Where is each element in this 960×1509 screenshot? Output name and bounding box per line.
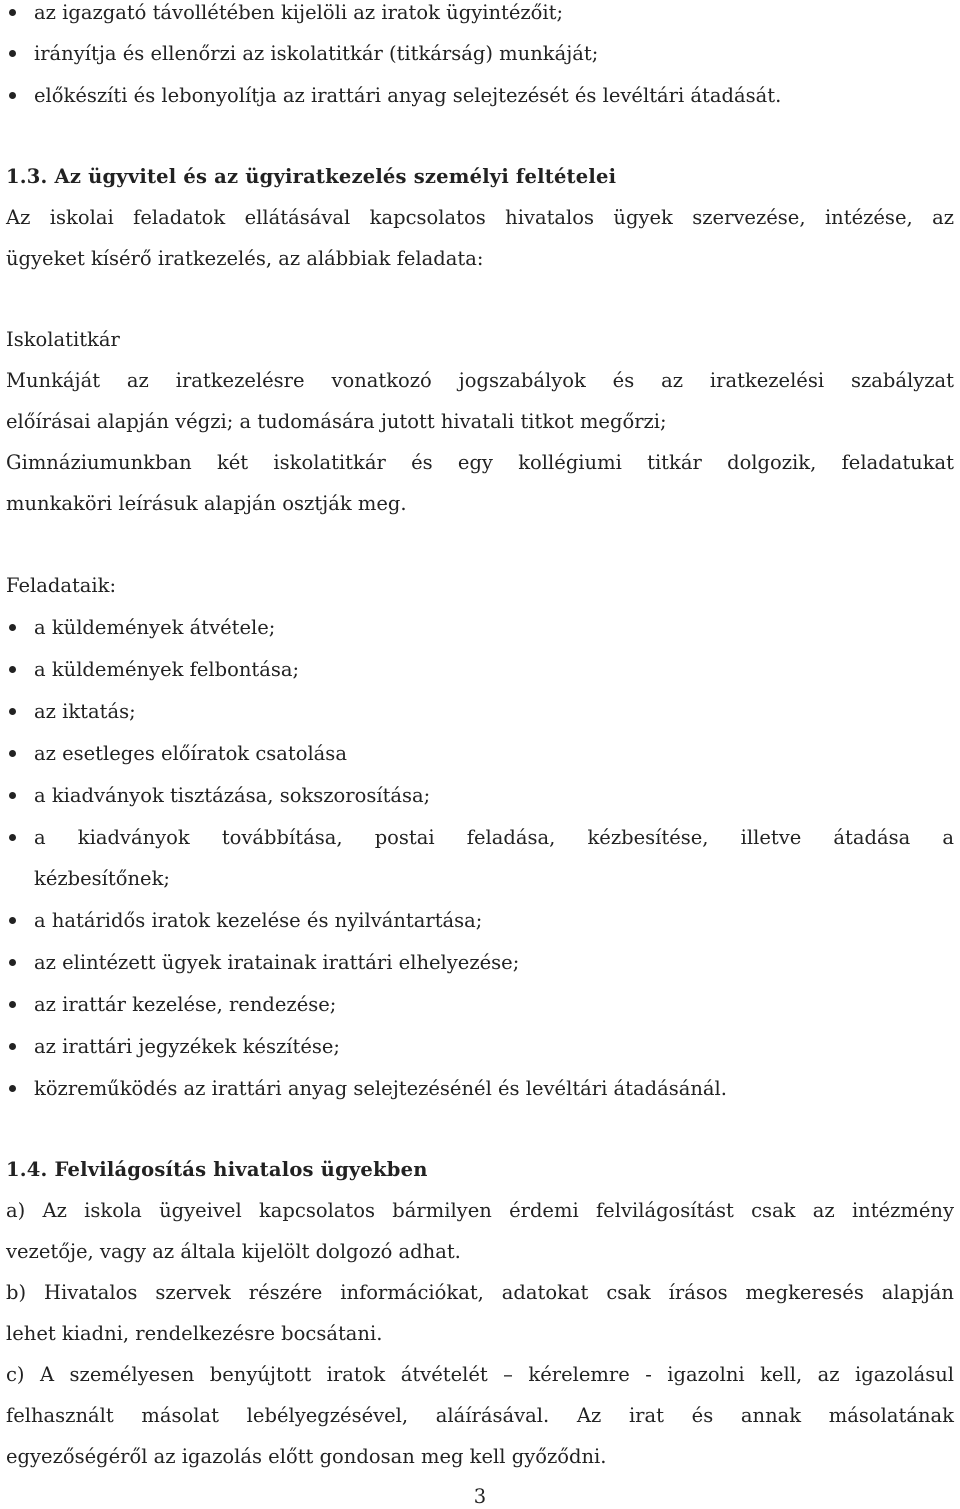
bullet-icon [9,959,16,966]
paragraph-line: lehet kiadni, rendelkezésre bocsátani. [6,1322,383,1345]
role-title: Iskolatitkár [6,328,120,351]
paragraph-line: egyezőségéről az igazolás előtt gondosan meg kell győződni. [6,1445,607,1468]
paragraph-line: Munkáját az iratkezelésre vonatkozó jogszabályok és az iratkezelési szabályzat [6,369,954,392]
paragraph-line: munkaköri leírásuk alapján osztják meg. [6,492,407,515]
bullet-icon [9,792,16,799]
list-item-continuation: kézbesítőnek; [34,867,170,890]
list-item: a határidős iratok kezelése és nyilvántartása; [34,909,483,932]
bullet-icon [9,92,16,99]
paragraph-line: ügyeket kísérő iratkezelés, az alábbiak feladata: [6,247,484,270]
list-item: a küldemények átvétele; [34,616,276,639]
bullet-icon [9,50,16,57]
bullet-icon [9,624,16,631]
paragraph-line: Az iskolai feladatok ellátásával kapcsolatos hivatalos ügyek szervezése, intézése, az [6,206,954,229]
bullet-icon [9,750,16,757]
paragraph-line: Gimnáziumunkban két iskolatitkár és egy kollégiumi titkár dolgozik, feladatukat [6,451,954,474]
bullet-icon [9,1001,16,1008]
bullet-icon [9,1043,16,1050]
paragraph-line: c) A személyesen benyújtott iratok átvételét – kérelemre - igazolni kell, az igazolásul [6,1363,954,1386]
section-heading: 1.4. Felvilágosítás hivatalos ügyekben [6,1158,428,1181]
list-item: az elintézett ügyek iratainak irattári elhelyezése; [34,951,520,974]
bullet-icon [9,666,16,673]
list-item: irányítja és ellenőrzi az iskolatitkár (titkárság) munkáját; [34,42,599,65]
paragraph-line: felhasznált másolat lebélyegzésével, aláírásával. Az irat és annak másolatának [6,1404,954,1427]
paragraph-line: b) Hivatalos szervek részére információkat, adatokat csak írásos megkeresés alapján [6,1281,954,1304]
list-item: az esetleges előíratok csatolása [34,742,347,765]
list-item: az irattár kezelése, rendezése; [34,993,337,1016]
paragraph-line: vezetője, vagy az általa kijelölt dolgozó adhat. [6,1240,461,1263]
list-item: előkészíti és lebonyolítja az irattári anyag selejtezését és levéltári átadását. [34,84,782,107]
bullet-icon [9,9,16,16]
list-item: a kiadványok továbbítása, postai feladása, kézbesítése, illetve átadása a [34,826,954,849]
bullet-icon [9,1085,16,1092]
paragraph-line: a) Az iskola ügyeivel kapcsolatos bármilyen érdemi felvilágosítást csak az intézmény [6,1199,954,1222]
list-item: az irattári jegyzékek készítése; [34,1035,340,1058]
list-item: az iktatás; [34,700,136,723]
section-heading: 1.3. Az ügyvitel és az ügyiratkezelés személyi feltételei [6,165,617,188]
bullet-icon [9,917,16,924]
paragraph-line: előírásai alapján végzi; a tudomására jutott hivatali titkot megőrzi; [6,410,667,433]
list-item: a küldemények felbontása; [34,658,300,681]
list-item: a kiadványok tisztázása, sokszorosítása; [34,784,431,807]
list-item: az igazgató távollétében kijelöli az iratok ügyintézőit; [34,1,564,24]
list-item: közreműködés az irattári anyag selejtezésénél és levéltári átadásánál. [34,1077,727,1100]
bullet-icon [9,708,16,715]
tasks-label: Feladataik: [6,574,117,597]
bullet-icon [9,834,16,841]
page-number: 3 [473,1485,487,1508]
